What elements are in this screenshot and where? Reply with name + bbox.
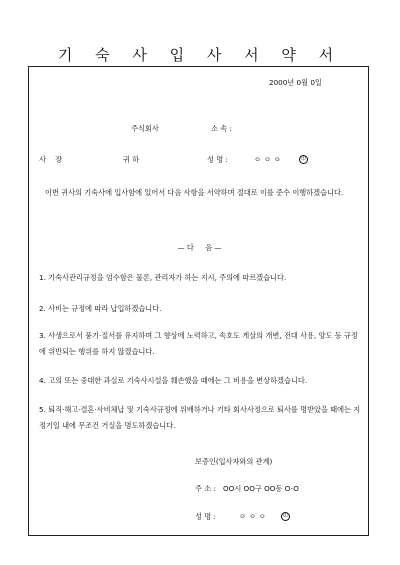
company-label: 주식회사 [131, 124, 159, 133]
honorific-label: 귀 하 [123, 155, 140, 164]
document-frame [28, 66, 369, 536]
seal-mark: 印 [281, 512, 290, 521]
intro-paragraph: 이번 귀사의 기숙사에 입사함에 있어서 다음 사항을 서약하며 절대로 이를 준수 이행하겠습니다. [45, 188, 344, 197]
applicant-name-label: 성 명 : [207, 155, 228, 164]
applicant-seal [297, 155, 308, 164]
guarantor-address-value: OO시 OO구 OO동 O-O [223, 484, 299, 493]
guarantor-address-label: 주 소 : [195, 484, 216, 493]
date-line: 2000년 0월 0일 [269, 78, 322, 87]
guarantor-name-value: ㅇㅇㅇ [239, 512, 269, 521]
document-title: 기 숙 사 입 사 서 약 서 [57, 46, 343, 64]
guarantor-seal [279, 512, 290, 521]
location-label: 소 속 : [211, 124, 232, 133]
clause-3: 3. 사생으로서 풍기·질서를 유지하며 그 향상에 노력하고, 속호도 게살의 개변, 전대 사용, 양도 등 규정에 위반되는 행위를 하지 않겠습니다. [39, 331, 358, 356]
clause-2: 2. 사비는 규정에 따라 납입하겠습니다. [39, 304, 162, 313]
guarantor-heading: 보증인(입사자와의 관계) [195, 457, 273, 466]
seal-mark: 印 [299, 155, 308, 164]
clause-1: 1. 기숙사관리규정을 엄수함은 물론, 관리자가 하는 지시, 주의에 따르겠습니다. [39, 273, 287, 282]
applicant-name-value: ㅇㅇㅇ [254, 155, 284, 164]
section-heading: — 다 음 — [177, 243, 222, 252]
recipient-label: 사 장 [39, 155, 63, 164]
clause-5: 5. 퇴직·해고·결혼·사비체납 및 기숙사규정에 위배하거나 기타 회사사정으로 퇴사를 명받았을 때에는 지정기일 내에 무조건 거실을 명도하겠습니다. [39, 405, 361, 430]
guarantor-name-label: 성 명 : [195, 512, 216, 521]
clause-4: 4. 고의 또는 중대한 과실로 기숙사시설을 훼손했을 때에는 그 비용을 변상하겠습니다. [39, 376, 308, 385]
